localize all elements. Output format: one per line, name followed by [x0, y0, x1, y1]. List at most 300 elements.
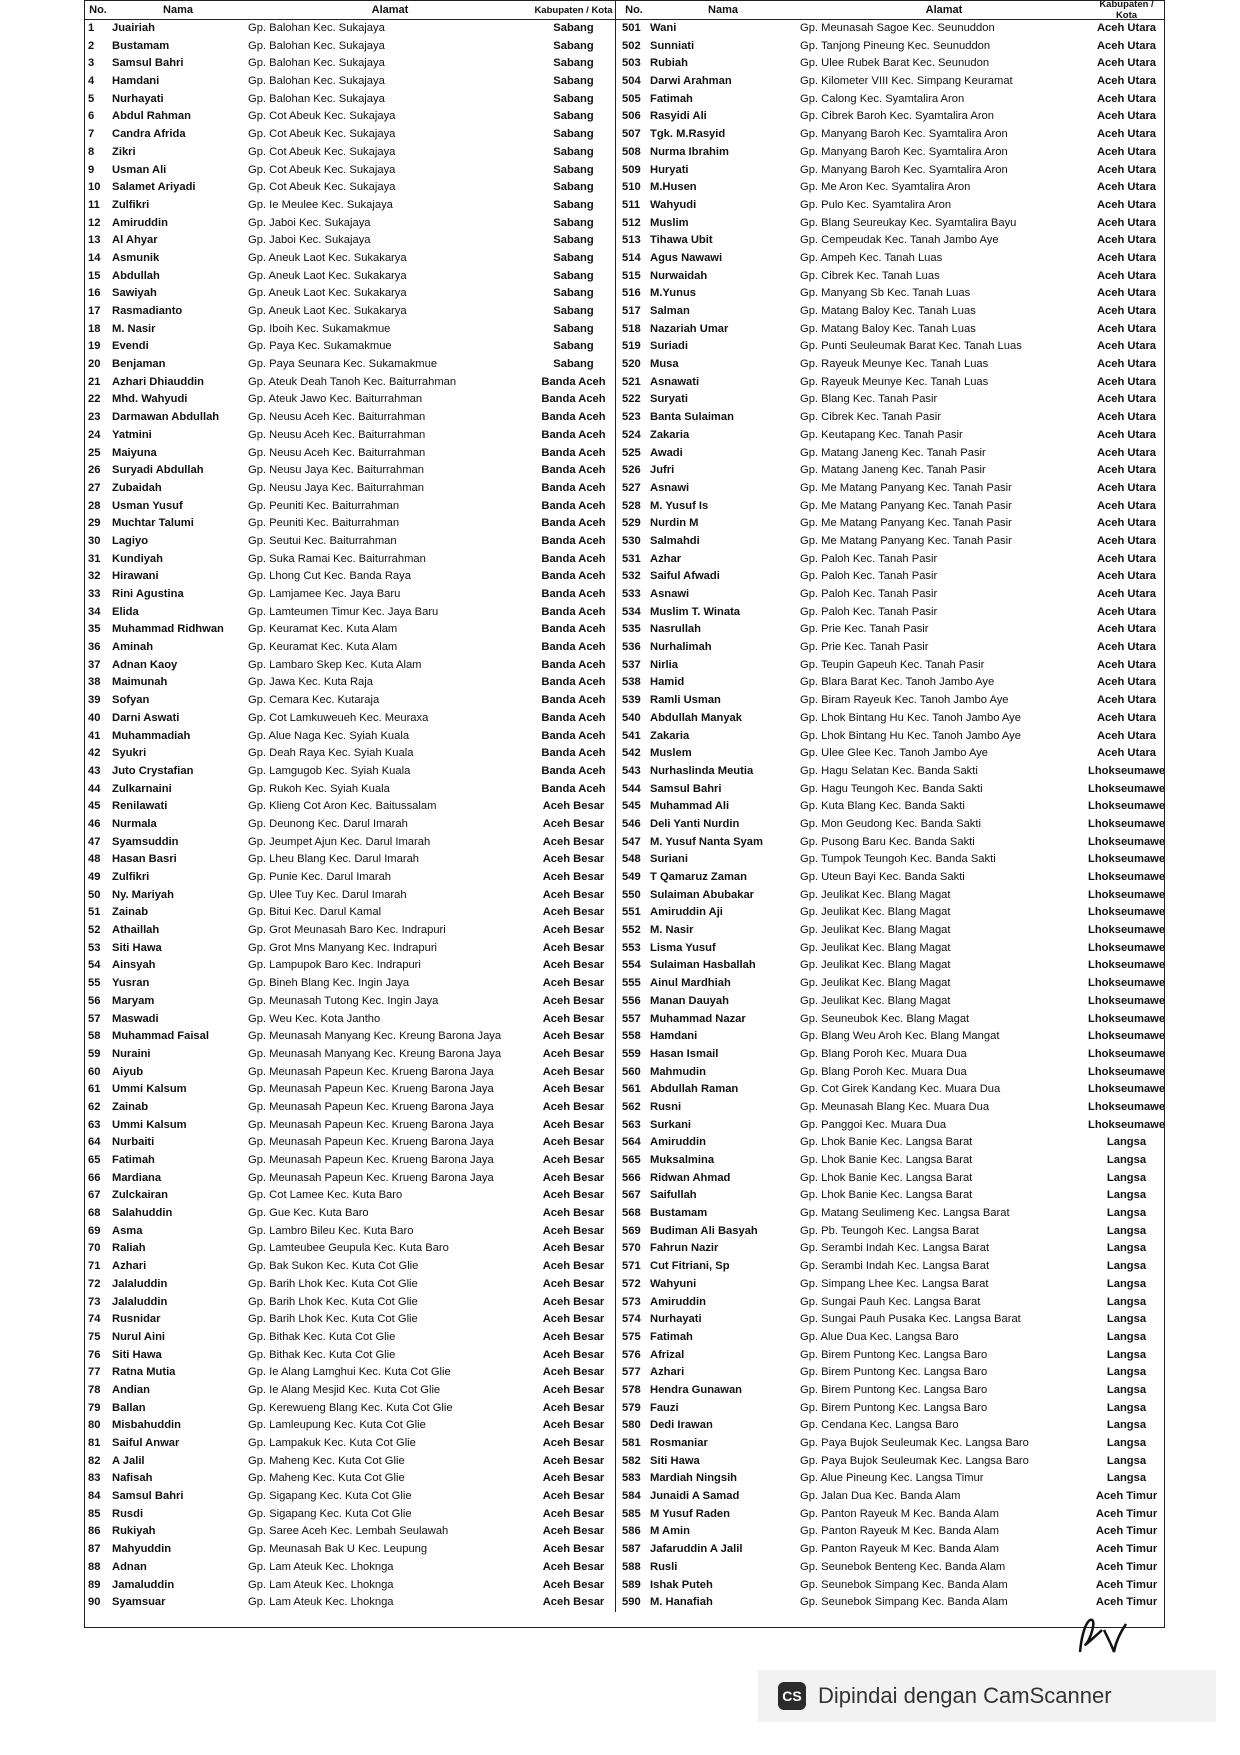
- row-name: Syamsuddin: [112, 835, 179, 848]
- table-row: [616, 834, 1165, 852]
- row-address: Gp. Ulee Tuy Kec. Darul Imarah: [248, 888, 407, 901]
- row-number: 45: [88, 800, 101, 813]
- row-number: 570: [622, 1242, 641, 1255]
- row-address: Gp. Sungai Pauh Pusaka Kec. Langsa Barat: [800, 1313, 1021, 1326]
- row-name: Zakaria: [650, 729, 690, 742]
- table-row: [616, 692, 1165, 710]
- row-number: 6: [88, 110, 95, 123]
- row-address: Gp. Meunasah Bak U Kec. Leupung: [248, 1543, 428, 1556]
- row-address: Gp. Manyang Sb Kec. Tanah Luas: [800, 287, 971, 300]
- row-regency: Lhokseumawe: [1088, 1118, 1165, 1131]
- table-row: [84, 1329, 615, 1347]
- row-number: 579: [622, 1401, 641, 1414]
- row-name: Ummi Kalsum: [112, 1118, 187, 1131]
- row-name: Darwi Arahman: [650, 75, 732, 88]
- row-number: 49: [88, 871, 101, 883]
- row-number: 1: [88, 22, 95, 34]
- row-name: M. Nasir: [112, 322, 156, 335]
- row-regency: Aceh Besar: [542, 800, 605, 813]
- row-address: Gp. Blang Poroh Kec. Muara Dua: [800, 1065, 967, 1078]
- row-number: 17: [88, 305, 101, 317]
- table-row: [84, 1117, 615, 1135]
- row-regency: Banda Aceh: [541, 570, 606, 583]
- table-row: [616, 904, 1165, 922]
- row-name: Zakaria: [650, 428, 690, 441]
- row-address: Gp. Barih Lhok Kec. Kuta Cot Glie: [248, 1295, 418, 1308]
- row-name: Tihawa Ubit: [650, 234, 713, 247]
- row-number: 564: [622, 1136, 641, 1149]
- row-number: 520: [622, 358, 641, 371]
- header-address: Alamat: [925, 4, 963, 16]
- row-regency: Lhokseumawe: [1088, 906, 1165, 919]
- table-row: [616, 1187, 1165, 1205]
- left-table-body: [84, 20, 615, 1612]
- table-row: [84, 887, 615, 905]
- table-row: [84, 1028, 615, 1046]
- table-row: [84, 1382, 615, 1400]
- row-number: 541: [622, 729, 641, 742]
- header-no: No.: [625, 4, 643, 16]
- row-regency: Sabang: [553, 57, 594, 70]
- row-regency: Banda Aceh: [541, 552, 606, 565]
- row-name: Benjaman: [112, 358, 166, 371]
- row-address: Gp. Meunasah Sagoe Kec. Seunuddon: [800, 22, 995, 34]
- row-name: Budiman Ali Basyah: [650, 1224, 758, 1237]
- row-name: Muslim T. Winata: [650, 605, 741, 618]
- table-row: [616, 1488, 1165, 1506]
- row-number: 34: [88, 605, 101, 618]
- row-address: Gp. Panggoi Kec. Muara Dua: [800, 1118, 947, 1131]
- row-regency: Banda Aceh: [541, 517, 606, 530]
- row-name: Juto Crystafian: [112, 764, 194, 777]
- row-regency: Aceh Utara: [1096, 499, 1157, 512]
- row-address: Gp. Jeulikat Kec. Blang Magat: [800, 994, 951, 1007]
- row-name: Huryati: [650, 163, 689, 176]
- row-name: Samsul Bahri: [112, 57, 184, 70]
- row-number: 31: [88, 552, 101, 565]
- row-number: 64: [88, 1136, 101, 1149]
- row-name: Nurhalimah: [650, 641, 712, 654]
- row-address: Gp. Lhok Bintang Hu Kec. Tanoh Jambo Aye: [800, 729, 1021, 742]
- table-row: [616, 1400, 1165, 1418]
- row-name: Cut Fitriani, Sp: [650, 1260, 730, 1273]
- right-table-body: [616, 20, 1165, 1612]
- row-number: 37: [88, 658, 101, 671]
- left-column: [84, 0, 615, 1612]
- row-address: Gp. Bitui Kec. Darul Kamal: [248, 906, 382, 919]
- row-address: Gp. Jeulikat Kec. Blang Magat: [800, 941, 951, 954]
- row-name: Suryadi Abdullah: [112, 464, 204, 477]
- row-name: Aiyub: [112, 1065, 144, 1078]
- row-address: Gp. Lambaro Skep Kec. Kuta Alam: [248, 658, 422, 671]
- table-row: [84, 91, 615, 109]
- row-name: Nuraini: [112, 1047, 151, 1060]
- row-name: Darni Aswati: [112, 711, 180, 724]
- row-name: Nurhaslinda Meutia: [650, 764, 754, 777]
- table-row: [84, 1081, 615, 1099]
- row-number: 72: [88, 1277, 101, 1290]
- row-address: Gp. Aneuk Laot Kec. Sukakarya: [248, 305, 407, 317]
- row-regency: Sabang: [553, 269, 594, 282]
- row-address: Gp. Ateuk Deah Tanoh Kec. Baiturrahman: [248, 375, 457, 388]
- row-regency: Banda Aceh: [541, 676, 606, 689]
- row-address: Gp. Neusu Jaya Kec. Baiturrahman: [248, 481, 424, 494]
- row-number: 62: [88, 1100, 101, 1113]
- row-address: Gp. Cot Abeuk Kec. Sukajaya: [248, 110, 396, 123]
- row-name: Suryati: [650, 393, 688, 406]
- row-number: 55: [88, 977, 101, 990]
- row-name: Junaidi A Samad: [650, 1490, 740, 1503]
- row-address: Gp. Sungai Pauh Kec. Langsa Barat: [800, 1295, 981, 1308]
- row-address: Gp. Maheng Kec. Kuta Cot Glie: [248, 1472, 405, 1485]
- table-row: [616, 321, 1165, 339]
- row-name: T Qamaruz Zaman: [650, 871, 747, 883]
- row-name: M Amin: [650, 1525, 690, 1538]
- row-address: Gp. Jeulikat Kec. Blang Magat: [800, 977, 951, 990]
- table-row: [616, 391, 1165, 409]
- row-regency: Lhokseumawe: [1088, 1012, 1165, 1025]
- row-address: Gp. Rayeuk Meunye Kec. Tanah Luas: [800, 358, 989, 371]
- row-number: 545: [622, 800, 641, 813]
- row-number: 560: [622, 1065, 641, 1078]
- row-name: Saiful Afwadi: [650, 570, 720, 583]
- table-bottom-rule: [84, 1627, 1165, 1628]
- row-regency: Sabang: [553, 287, 594, 300]
- row-address: Gp. Keuramat Kec. Kuta Alam: [248, 623, 398, 636]
- row-name: Muslim: [650, 216, 689, 229]
- row-address: Gp. Jaboi Kec. Sukajaya: [248, 234, 371, 247]
- table-row: [84, 1453, 615, 1471]
- row-number: 587: [622, 1543, 641, 1556]
- table-row: [616, 409, 1165, 427]
- row-regency: Lhokseumawe: [1088, 853, 1165, 866]
- row-address: Gp. Matang Baloy Kec. Tanah Luas: [800, 305, 976, 317]
- row-regency: Aceh Utara: [1096, 340, 1157, 353]
- row-address: Gp. Peuniti Kec. Baiturrahman: [248, 517, 400, 530]
- row-regency: Aceh Timur: [1095, 1525, 1158, 1538]
- row-name: Fatimah: [112, 1154, 155, 1166]
- table-row: [84, 869, 615, 887]
- row-name: M Yusuf Raden: [650, 1507, 730, 1520]
- row-address: Gp. Cot Abeuk Kec. Sukajaya: [248, 145, 396, 158]
- row-address: Gp. Neusu Aceh Kec. Baiturrahman: [248, 428, 426, 441]
- row-name: Zainab: [112, 1100, 149, 1113]
- row-name: Fauzi: [650, 1401, 679, 1414]
- row-address: Gp. Kilometer VIII Kec. Simpang Keuramat: [800, 75, 1013, 88]
- row-address: Gp. Manyang Baroh Kec. Syamtalira Aron: [800, 163, 1008, 176]
- row-address: Gp. Meunasah Papeun Kec. Krueng Barona Jaya: [248, 1118, 494, 1131]
- row-name: Sawiyah: [112, 287, 157, 300]
- table-row: [616, 763, 1165, 781]
- row-number: 30: [88, 534, 101, 547]
- row-address: Gp. Ampeh Kec. Tanah Luas: [800, 251, 943, 264]
- row-regency: Aceh Utara: [1096, 570, 1157, 583]
- row-address: Gp. Cendana Kec. Langsa Baro: [800, 1419, 959, 1432]
- row-number: 557: [622, 1012, 641, 1025]
- row-name: Siti Hawa: [650, 1454, 700, 1467]
- row-number: 52: [88, 924, 101, 937]
- row-name: Muhammadiah: [112, 729, 191, 742]
- row-number: 3: [88, 57, 95, 70]
- row-regency: Aceh Timur: [1095, 1543, 1158, 1556]
- row-name: Adnan Kaoy: [112, 658, 178, 671]
- row-address: Gp. Neusu Aceh Kec. Baiturrahman: [248, 411, 426, 424]
- row-address: Gp. Lampupok Baro Kec. Indrapuri: [248, 959, 421, 972]
- table-row: [84, 38, 615, 56]
- row-regency: Aceh Besar: [542, 871, 605, 883]
- row-number: 506: [622, 110, 641, 123]
- row-number: 5: [88, 92, 95, 105]
- row-name: Asma: [112, 1224, 143, 1237]
- table-row: [84, 144, 615, 162]
- table-row: [616, 657, 1165, 675]
- row-address: Gp. Matang Baloy Kec. Tanah Luas: [800, 322, 976, 335]
- table-row: [616, 781, 1165, 799]
- row-number: 67: [88, 1189, 101, 1202]
- table-row: [84, 232, 615, 250]
- row-address: Gp. Me Matang Panyang Kec. Tanah Pasir: [800, 481, 1012, 494]
- row-name: Azhari: [650, 1366, 685, 1379]
- row-number: 544: [622, 782, 641, 795]
- row-address: Gp. Saree Aceh Kec. Lembah Seulawah: [248, 1525, 449, 1538]
- row-name: Athaillah: [112, 924, 160, 937]
- row-number: 526: [622, 464, 641, 477]
- row-regency: Langsa: [1106, 1189, 1147, 1202]
- row-regency: Aceh Utara: [1096, 269, 1157, 282]
- row-regency: Aceh Besar: [542, 1366, 605, 1379]
- row-number: 536: [622, 641, 641, 654]
- row-number: 58: [88, 1030, 101, 1043]
- table-row: [84, 763, 615, 781]
- row-name: Muslem: [650, 747, 692, 760]
- table-row: [84, 1488, 615, 1506]
- table-row: [84, 462, 615, 480]
- table-row: [84, 1470, 615, 1488]
- row-address: Gp. Paloh Kec. Tanah Pasir: [800, 570, 938, 583]
- row-name: Ummi Kalsum: [112, 1083, 187, 1096]
- table-row: [84, 1152, 615, 1170]
- row-regency: Aceh Timur: [1095, 1596, 1158, 1609]
- table-row: [616, 268, 1165, 286]
- table-row: [84, 568, 615, 586]
- table-row: [84, 427, 615, 445]
- row-name: Jufri: [650, 464, 675, 477]
- row-name: Zulfikri: [112, 198, 150, 211]
- row-address: Gp. Kuta Blang Kec. Banda Sakti: [800, 800, 965, 813]
- row-number: 542: [622, 747, 641, 760]
- table-row: [616, 1046, 1165, 1064]
- row-name: Darmawan Abdullah: [112, 411, 220, 424]
- row-number: 509: [622, 163, 641, 176]
- row-name: Nazariah Umar: [650, 322, 729, 335]
- table-row: [84, 1187, 615, 1205]
- row-name: Syamsuar: [112, 1596, 166, 1609]
- row-regency: Aceh Besar: [542, 1578, 605, 1591]
- row-name: Fatimah: [650, 92, 693, 105]
- row-name: Ny. Mariyah: [112, 888, 174, 901]
- row-address: Gp. Neusu Aceh Kec. Baiturrahman: [248, 446, 426, 459]
- row-number: 538: [622, 676, 641, 689]
- row-name: Jalaluddin: [112, 1295, 168, 1308]
- row-regency: Aceh Utara: [1096, 375, 1157, 388]
- row-regency: Sabang: [553, 163, 594, 176]
- row-regency: Lhokseumawe: [1088, 888, 1165, 901]
- table-row: [616, 232, 1165, 250]
- row-name: Amiruddin: [112, 216, 168, 229]
- row-number: 583: [622, 1472, 641, 1485]
- row-address: Gp. Rayeuk Meunye Kec. Tanah Luas: [800, 375, 989, 388]
- row-number: 51: [88, 906, 101, 919]
- row-number: 589: [622, 1578, 641, 1591]
- right-column: [615, 0, 1165, 1612]
- row-address: Gp. Neusu Jaya Kec. Baiturrahman: [248, 464, 424, 477]
- row-name: Suriani: [650, 853, 688, 866]
- table-row: [84, 250, 615, 268]
- row-regency: Aceh Besar: [542, 1348, 605, 1361]
- table-row: [84, 1170, 615, 1188]
- row-address: Gp. Ateuk Jawo Kec. Baiturrahman: [248, 393, 423, 406]
- table-row: [84, 391, 615, 409]
- row-name: Muchtar Talumi: [112, 517, 194, 530]
- row-address: Gp. Alue Pineung Kec. Langsa Timur: [800, 1472, 984, 1485]
- row-number: 534: [622, 605, 641, 618]
- row-number: 15: [88, 269, 101, 282]
- table-row: [616, 869, 1165, 887]
- row-number: 82: [88, 1454, 101, 1467]
- row-regency: Aceh Besar: [542, 1383, 605, 1396]
- row-address: Gp. Aneuk Laot Kec. Sukakarya: [248, 287, 407, 300]
- table-row: [616, 887, 1165, 905]
- row-address: Gp. Ie Alang Lamghui Kec. Kuta Cot Glie: [248, 1366, 451, 1379]
- row-number: 61: [88, 1083, 101, 1096]
- row-regency: Aceh Besar: [542, 1171, 605, 1184]
- table-row: [84, 515, 615, 533]
- row-regency: Aceh Besar: [542, 1490, 605, 1503]
- row-regency: Lhokseumawe: [1088, 977, 1165, 990]
- row-name: Aminah: [112, 641, 154, 654]
- table-row: [616, 568, 1165, 586]
- row-name: Nurhayati: [112, 92, 164, 105]
- row-number: 549: [622, 871, 641, 883]
- row-regency: Aceh Utara: [1096, 747, 1157, 760]
- row-name: Abdullah Manyak: [650, 711, 743, 724]
- row-name: M.Yunus: [650, 287, 696, 300]
- row-regency: Aceh Besar: [542, 1401, 605, 1414]
- row-regency: Aceh Timur: [1095, 1578, 1158, 1591]
- table-row: [616, 1223, 1165, 1241]
- row-number: 80: [88, 1419, 101, 1432]
- row-name: Syukri: [112, 747, 147, 760]
- row-regency: Sabang: [553, 358, 594, 371]
- row-number: 507: [622, 128, 641, 141]
- row-address: Gp. Jalan Dua Kec. Banda Alam: [800, 1490, 961, 1503]
- row-number: 543: [622, 764, 641, 777]
- row-name: Banta Sulaiman: [650, 411, 734, 424]
- row-regency: Aceh Besar: [542, 1596, 605, 1609]
- row-address: Gp. Cot Lamee Kec. Kuta Baro: [248, 1189, 403, 1202]
- row-number: 511: [622, 198, 641, 211]
- row-name: Maiyuna: [112, 446, 157, 459]
- table-row: [616, 55, 1165, 73]
- table-row: [616, 498, 1165, 516]
- table-row: [616, 1205, 1165, 1223]
- row-number: 26: [88, 464, 101, 477]
- row-number: 581: [622, 1437, 641, 1449]
- row-regency: Banda Aceh: [541, 411, 606, 424]
- row-name: Mardiah Ningsih: [650, 1472, 738, 1485]
- row-number: 18: [88, 322, 101, 335]
- row-number: 84: [88, 1490, 101, 1503]
- row-number: 590: [622, 1596, 641, 1609]
- table-row: [84, 957, 615, 975]
- row-address: Gp. Barih Lhok Kec. Kuta Cot Glie: [248, 1313, 418, 1326]
- table-row: [84, 1364, 615, 1382]
- row-name: Siti Hawa: [112, 941, 162, 954]
- row-address: Gp. Balohan Kec. Sukajaya: [248, 39, 385, 52]
- row-regency: Sabang: [553, 234, 594, 247]
- table-row: [84, 993, 615, 1011]
- row-address: Gp. Balohan Kec. Sukajaya: [248, 57, 385, 70]
- row-address: Gp. Birem Puntong Kec. Langsa Baro: [800, 1348, 988, 1361]
- row-regency: Banda Aceh: [541, 605, 606, 618]
- row-address: Gp. Bithak Kec. Kuta Cot Glie: [248, 1348, 396, 1361]
- row-name: Zulfikri: [112, 871, 150, 883]
- table-row: [616, 728, 1165, 746]
- table-row: [84, 798, 615, 816]
- row-name: M.Husen: [650, 181, 697, 194]
- row-regency: Langsa: [1106, 1260, 1147, 1273]
- row-regency: Aceh Besar: [542, 1437, 605, 1449]
- row-address: Gp. Meunasah Blang Kec. Muara Dua: [800, 1100, 990, 1113]
- row-address: Gp. Lhok Bintang Hu Kec. Tanoh Jambo Aye: [800, 711, 1021, 724]
- row-name: Wahyudi: [650, 198, 697, 211]
- row-name: Yatmini: [112, 428, 152, 441]
- row-number: 7: [88, 128, 95, 141]
- table-row: [616, 710, 1165, 728]
- row-number: 87: [88, 1543, 101, 1556]
- row-regency: Sabang: [553, 110, 594, 123]
- table-row: [616, 1294, 1165, 1312]
- row-number: 540: [622, 711, 641, 724]
- row-number: 29: [88, 517, 101, 530]
- row-address: Gp. Blang Kec. Tanah Pasir: [800, 393, 938, 406]
- row-regency: Langsa: [1106, 1383, 1147, 1396]
- row-address: Gp. Seunebok Simpang Kec. Banda Alam: [800, 1596, 1008, 1609]
- row-address: Gp. Lhok Banie Kec. Langsa Barat: [800, 1136, 973, 1149]
- row-address: Gp. Birem Puntong Kec. Langsa Baro: [800, 1366, 988, 1379]
- table-row: [84, 781, 615, 799]
- row-address: Gp. Birem Puntong Kec. Langsa Baro: [800, 1401, 988, 1414]
- row-number: 77: [88, 1366, 101, 1379]
- row-regency: Banda Aceh: [541, 499, 606, 512]
- row-regency: Sabang: [553, 340, 594, 353]
- row-name: Kundiyah: [112, 552, 163, 565]
- row-name: Surkani: [650, 1118, 692, 1131]
- row-number: 585: [622, 1507, 641, 1520]
- row-address: Gp. Cot Lamkuweueh Kec. Meuraxa: [248, 711, 429, 724]
- table-row: [84, 162, 615, 180]
- row-number: 13: [88, 234, 101, 247]
- row-number: 69: [88, 1224, 101, 1237]
- table-row: [616, 975, 1165, 993]
- row-address: Gp. Deunong Kec. Darul Imarah: [248, 817, 408, 830]
- row-name: A Jalil: [112, 1454, 145, 1467]
- row-number: 22: [88, 393, 101, 406]
- row-address: Gp. Ie Alang Mesjid Kec. Kuta Cot Glie: [248, 1383, 441, 1396]
- row-number: 578: [622, 1383, 641, 1396]
- table-row: [84, 728, 615, 746]
- table-row: [84, 1541, 615, 1559]
